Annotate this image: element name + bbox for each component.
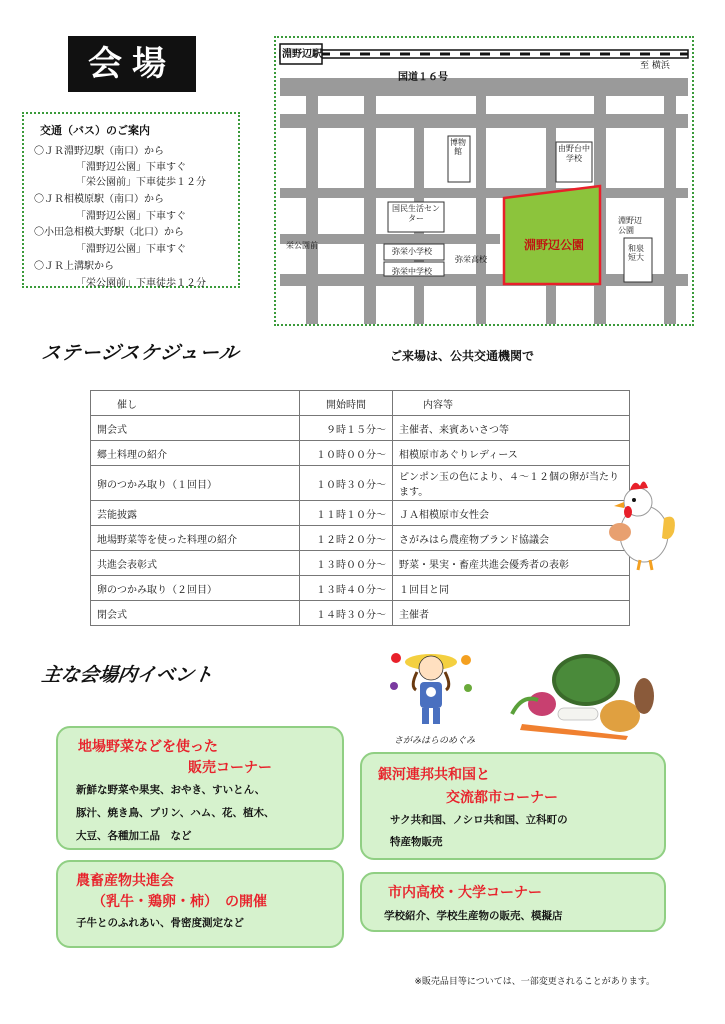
card-title: 地場野菜などを使った (78, 739, 218, 755)
map-center-label: 国民生活センター (392, 204, 440, 223)
table-cell: 卵のつかみ取り（２回目） (91, 576, 300, 601)
table-cell: 主催者、来賓あいさつ等 (393, 416, 630, 441)
table-row (91, 501, 630, 526)
map-univ-label: 和泉短大 (628, 244, 644, 262)
transit-title: 交通（バス）のご案内 (40, 124, 150, 137)
table-row (91, 526, 630, 551)
table-header-cell: 内容等 (393, 391, 630, 416)
transit-line: 「淵野辺公園」下車すぐ (76, 244, 186, 255)
map-school-label: 由野台中学校 (558, 144, 590, 163)
transit-line: 〇ＪＲ淵野辺駅（南口）から (34, 146, 164, 157)
table-row (91, 466, 630, 501)
table-row (91, 551, 630, 576)
table-header-cell: 催し (91, 391, 300, 416)
card-title: 販売コーナー (188, 760, 272, 776)
venue-map (274, 36, 694, 326)
table-cell: １回目と同 (393, 576, 630, 601)
transit-line: 「淵野辺公園」下車すぐ (76, 211, 186, 222)
map-school-label: 弥栄中学校 (392, 267, 432, 276)
table-cell: 閉会式 (91, 601, 300, 626)
table-cell: 開会式 (91, 416, 300, 441)
map-school-label: 弥栄小学校 (392, 247, 432, 256)
card-title: （乳牛・鶏卵・柿） の開催 (92, 894, 267, 910)
table-cell: １２時２０分～ (300, 526, 393, 551)
table-cell: 共進会表彰式 (91, 551, 300, 576)
map-station-label: 淵野辺駅 (282, 49, 322, 60)
footnote: ※販売品目等については、一部変更されることがあります。 (414, 977, 655, 987)
map-svg (276, 38, 692, 324)
table-cell: １３時００分～ (300, 551, 393, 576)
transit-line: 「淵野辺公園」下車すぐ (76, 162, 186, 173)
table-cell: １１時１０分～ (300, 501, 393, 526)
vegetables-illustration (508, 640, 658, 742)
access-note: ご来場は、公共交通機関で (390, 349, 535, 363)
card-line: 豚汁、焼き鳥、プリン、ハム、花、植木、 (76, 807, 275, 819)
transit-line: 〇ＪＲ上溝駅から (34, 261, 114, 272)
table-row (91, 601, 630, 626)
table-row (91, 441, 630, 466)
table-cell: 卵のつかみ取り（１回目） (91, 466, 300, 501)
table-row (91, 576, 630, 601)
card-title: 交流都市コーナー (446, 790, 558, 806)
transit-line: 〇ＪＲ相模原駅（南口）から (34, 194, 164, 205)
map-direction-label: 至 横浜 (640, 61, 670, 71)
card-line: 大豆、各種加工品 など (76, 830, 192, 842)
rooster-illustration (598, 472, 678, 572)
map-park-label: 淵野辺公園 (524, 238, 585, 252)
map-busstop-label: 淵野辺公園 (618, 216, 642, 235)
table-cell: 地場野菜等を使った料理の紹介 (91, 526, 300, 551)
table-cell: １４時３０分～ (300, 601, 393, 626)
card-line: 学校紹介、学校生産物の販売、模擬店 (384, 910, 563, 922)
table-cell: ＪＡ相模原市女性会 (393, 501, 630, 526)
table-cell: １３時４０分～ (300, 576, 393, 601)
map-route-label: 国道１６号 (398, 72, 448, 83)
card-title: 農畜産物共進会 (76, 873, 174, 889)
table-row (91, 416, 630, 441)
table-header-cell: 開始時間 (300, 391, 393, 416)
card-line: 子牛とのふれあい、骨密度測定など (76, 917, 244, 929)
table-cell: ピンポン玉の色により、４～１２個の卵が当たります。 (393, 466, 630, 501)
table-cell: 郷土料理の紹介 (91, 441, 300, 466)
table-cell: １０時００分～ (300, 441, 393, 466)
card-line: サク共和国、ノシロ共和国、立科町の (390, 814, 568, 826)
table-cell: 野菜・果実・畜産共進会優秀者の表彰 (393, 551, 630, 576)
map-busstop-label: 栄公園前 (286, 241, 318, 250)
table-cell: ９時１５分～ (300, 416, 393, 441)
mascot-caption: さがみはらのめぐみ (394, 736, 476, 746)
transit-line: 「栄公園前」下車徒歩１２分 (76, 278, 206, 289)
schedule-table (90, 390, 630, 626)
park-shape (504, 186, 600, 284)
events-heading: 主な会場内イベント (40, 664, 215, 686)
card-title: 銀河連邦共和国と (378, 767, 490, 783)
card-line: 新鮮な野菜や果実、おやき、すいとん、 (76, 784, 266, 796)
venue-title: 会場 (68, 36, 196, 92)
event-card-schools (360, 872, 666, 932)
table-cell: １０時３０分～ (300, 466, 393, 501)
transit-line: 〇小田急相模大野駅（北口）から (34, 227, 184, 238)
table-cell: さがみはら農産物ブランド協議会 (393, 526, 630, 551)
map-museum-label: 博物館 (450, 138, 466, 156)
card-title: 市内高校・大学コーナー (388, 885, 542, 901)
transit-line: 「栄公園前」下車徒歩１２分 (76, 177, 206, 188)
map-school-label: 弥栄高校 (455, 255, 487, 264)
table-header-row (91, 391, 630, 416)
table-cell: 芸能披露 (91, 501, 300, 526)
table-cell: 相模原市あぐりレディース (393, 441, 630, 466)
stage-schedule-heading: ステージスケジュール (40, 342, 241, 364)
table-cell: 主催者 (393, 601, 630, 626)
mascot-illustration (386, 638, 476, 732)
card-line: 特産物販売 (390, 836, 443, 848)
